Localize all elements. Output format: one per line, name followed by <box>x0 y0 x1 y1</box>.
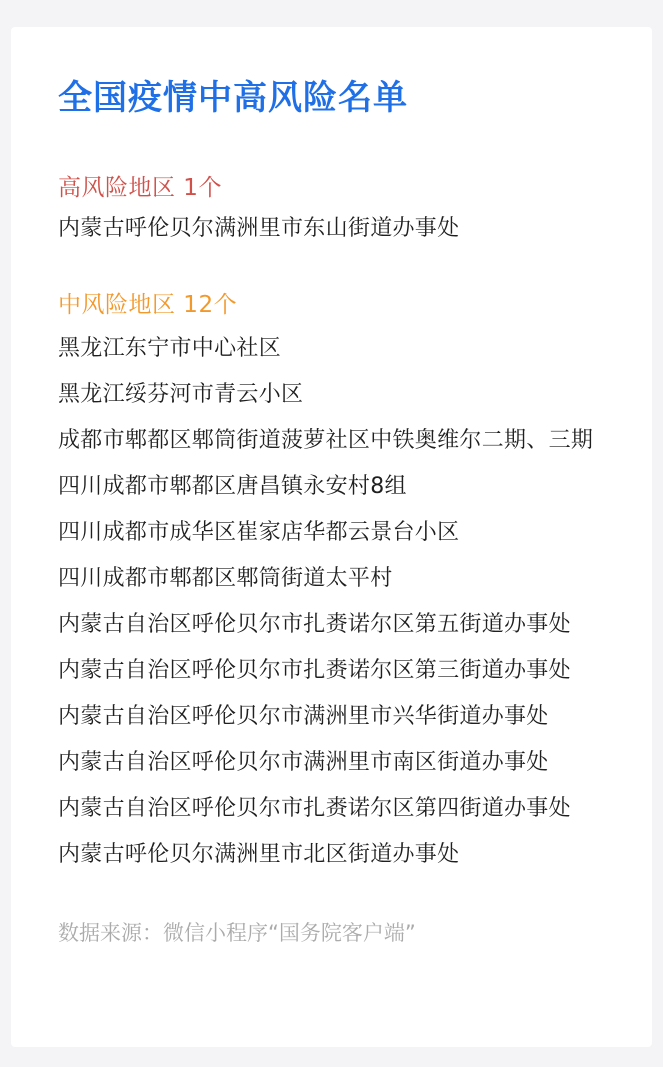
high-risk-list <box>58 206 623 252</box>
high-risk-heading: 高风险地区 1个 <box>58 175 222 201</box>
medium-risk-heading: 中风险地区 12个 <box>58 292 238 318</box>
content-card <box>11 27 652 1047</box>
list-item: 内蒙古呼伦贝尔满洲里市北区街道办事处 <box>58 842 460 867</box>
data-source-note: 数据来源：微信小程序“国务院客户端” <box>58 921 416 945</box>
list-item: 四川成都市成华区崔家店华都云景台小区 <box>58 520 460 545</box>
list-item: 四川成都市郫都区郫筒街道太平村 <box>58 566 393 591</box>
list-item: 内蒙古自治区呼伦贝尔市扎赉诺尔区第五街道办事处 <box>58 612 571 637</box>
medium-risk-list <box>58 326 623 878</box>
list-item: 黑龙江绥芬河市青云小区 <box>58 382 304 407</box>
list-item: 成都市郫都区郫筒街道菠萝社区中铁奥维尔二期、三期 <box>58 428 594 453</box>
list-item: 内蒙古自治区呼伦贝尔市扎赉诺尔区第三街道办事处 <box>58 658 571 683</box>
list-item: 内蒙古呼伦贝尔满洲里市东山街道办事处 <box>58 216 460 241</box>
list-item: 黑龙江东宁市中心社区 <box>58 336 282 361</box>
list-item: 内蒙古自治区呼伦贝尔市满洲里市南区街道办事处 <box>58 750 549 775</box>
list-item: 四川成都市郫都区唐昌镇永安村8组 <box>58 474 407 499</box>
list-item: 内蒙古自治区呼伦贝尔市满洲里市兴华街道办事处 <box>58 704 549 729</box>
risk-list-content <box>58 78 623 948</box>
list-item: 内蒙古自治区呼伦贝尔市扎赉诺尔区第四街道办事处 <box>58 796 571 821</box>
page-title: 全国疫情中高风险名单 <box>58 78 408 118</box>
